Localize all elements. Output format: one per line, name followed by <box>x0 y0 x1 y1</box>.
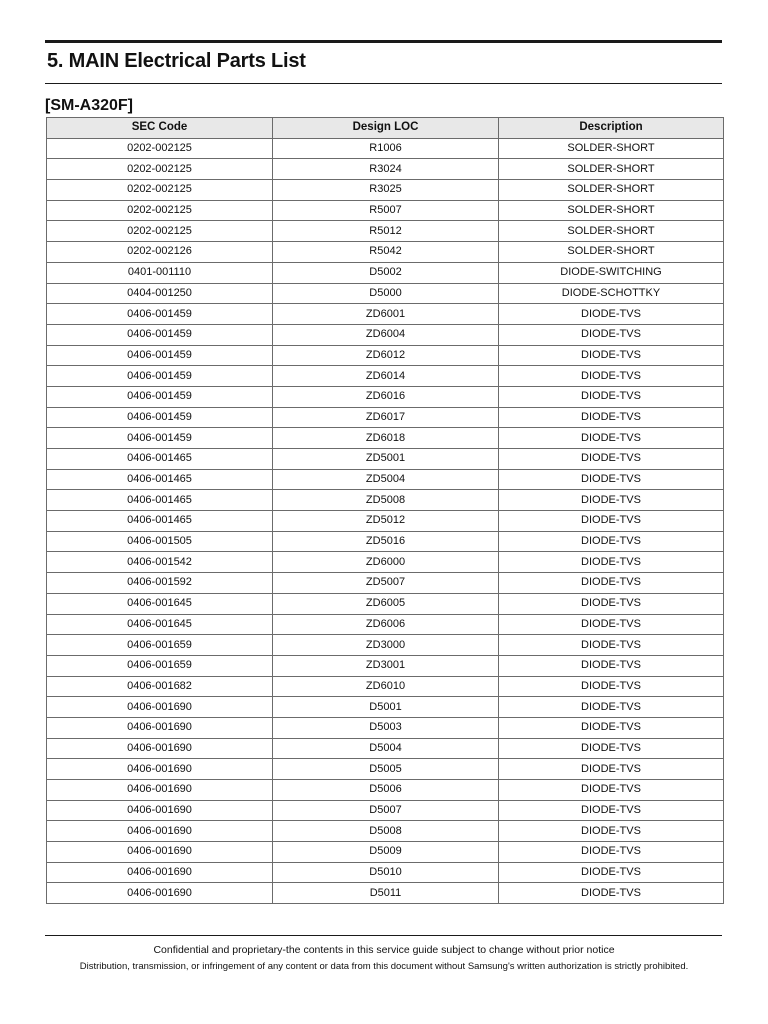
table-row <box>47 386 724 407</box>
table-row <box>47 697 724 718</box>
cell-description: DIODE-TVS <box>499 842 724 863</box>
cell-design-loc: D5011 <box>273 883 499 904</box>
cell-description: DIODE-SWITCHING <box>499 262 724 283</box>
table-row <box>47 366 724 387</box>
cell-description: DIODE-TVS <box>499 800 724 821</box>
table-row <box>47 262 724 283</box>
column-header-design-loc: Design LOC <box>273 118 499 139</box>
cell-design-loc: D5000 <box>273 283 499 304</box>
cell-sec-code: 0406-001682 <box>47 676 273 697</box>
cell-description: DIODE-TVS <box>499 883 724 904</box>
top-rule <box>45 40 722 43</box>
cell-description: DIODE-TVS <box>499 676 724 697</box>
cell-sec-code: 0406-001690 <box>47 738 273 759</box>
table-row <box>47 469 724 490</box>
table-row <box>47 511 724 532</box>
cell-design-loc: D5008 <box>273 821 499 842</box>
cell-description: DIODE-TVS <box>499 345 724 366</box>
cell-sec-code: 0202-002126 <box>47 242 273 263</box>
cell-description: DIODE-TVS <box>499 655 724 676</box>
cell-design-loc: ZD6000 <box>273 552 499 573</box>
cell-description: DIODE-TVS <box>499 635 724 656</box>
cell-sec-code: 0406-001459 <box>47 407 273 428</box>
cell-description: DIODE-TVS <box>499 862 724 883</box>
table-row <box>47 655 724 676</box>
cell-description: DIODE-TVS <box>499 386 724 407</box>
cell-description: DIODE-TVS <box>499 738 724 759</box>
cell-design-loc: ZD5007 <box>273 573 499 594</box>
cell-sec-code: 0406-001690 <box>47 800 273 821</box>
table-row <box>47 428 724 449</box>
cell-design-loc: ZD6012 <box>273 345 499 366</box>
cell-description: SOLDER-SHORT <box>499 221 724 242</box>
cell-sec-code: 0406-001690 <box>47 780 273 801</box>
cell-sec-code: 0406-001459 <box>47 324 273 345</box>
cell-design-loc: ZD3001 <box>273 655 499 676</box>
cell-design-loc: ZD6018 <box>273 428 499 449</box>
cell-sec-code: 0406-001690 <box>47 842 273 863</box>
cell-description: DIODE-TVS <box>499 428 724 449</box>
cell-description: SOLDER-SHORT <box>499 200 724 221</box>
table-row <box>47 304 724 325</box>
cell-description: DIODE-TVS <box>499 490 724 511</box>
cell-design-loc: ZD5008 <box>273 490 499 511</box>
cell-description: DIODE-TVS <box>499 469 724 490</box>
footer-confidential-notice: Confidential and proprietary-the contents in this service guide subject to change without prior notice <box>153 944 615 956</box>
cell-sec-code: 0406-001459 <box>47 386 273 407</box>
cell-sec-code: 0406-001505 <box>47 531 273 552</box>
cell-sec-code: 0202-002125 <box>47 138 273 159</box>
table-row <box>47 324 724 345</box>
cell-sec-code: 0406-001465 <box>47 469 273 490</box>
cell-description: DIODE-TVS <box>499 511 724 532</box>
cell-design-loc: D5009 <box>273 842 499 863</box>
table-row <box>47 635 724 656</box>
cell-sec-code: 0406-001592 <box>47 573 273 594</box>
page-title: 5. MAIN Electrical Parts List <box>47 50 306 72</box>
table-row <box>47 573 724 594</box>
cell-design-loc: ZD6017 <box>273 407 499 428</box>
table-row <box>47 138 724 159</box>
cell-sec-code: 0202-002125 <box>47 221 273 242</box>
cell-sec-code: 0406-001645 <box>47 614 273 635</box>
cell-description: DIODE-TVS <box>499 366 724 387</box>
cell-description: DIODE-TVS <box>499 573 724 594</box>
table-row <box>47 593 724 614</box>
cell-design-loc: R1006 <box>273 138 499 159</box>
table-row <box>47 180 724 201</box>
cell-design-loc: ZD6010 <box>273 676 499 697</box>
title-rule <box>45 83 722 84</box>
cell-sec-code: 0406-001659 <box>47 655 273 676</box>
cell-description: DIODE-TVS <box>499 407 724 428</box>
cell-sec-code: 0404-001250 <box>47 283 273 304</box>
table-row <box>47 676 724 697</box>
cell-design-loc: D5006 <box>273 780 499 801</box>
cell-sec-code: 0406-001542 <box>47 552 273 573</box>
cell-design-loc: R5007 <box>273 200 499 221</box>
cell-sec-code: 0406-001465 <box>47 490 273 511</box>
table-row <box>47 283 724 304</box>
cell-description: SOLDER-SHORT <box>499 138 724 159</box>
cell-sec-code: 0406-001645 <box>47 593 273 614</box>
cell-description: DIODE-SCHOTTKY <box>499 283 724 304</box>
cell-design-loc: R3025 <box>273 180 499 201</box>
cell-sec-code: 0406-001465 <box>47 511 273 532</box>
cell-description: SOLDER-SHORT <box>499 159 724 180</box>
cell-design-loc: ZD6016 <box>273 386 499 407</box>
cell-design-loc: ZD6001 <box>273 304 499 325</box>
cell-description: DIODE-TVS <box>499 614 724 635</box>
cell-sec-code: 0406-001459 <box>47 428 273 449</box>
cell-sec-code: 0406-001659 <box>47 635 273 656</box>
table-row <box>47 862 724 883</box>
cell-design-loc: D5004 <box>273 738 499 759</box>
cell-sec-code: 0202-002125 <box>47 159 273 180</box>
table-row <box>47 883 724 904</box>
table-row <box>47 738 724 759</box>
cell-sec-code: 0406-001690 <box>47 883 273 904</box>
table-row <box>47 759 724 780</box>
cell-description: DIODE-TVS <box>499 697 724 718</box>
cell-design-loc: ZD3000 <box>273 635 499 656</box>
cell-design-loc: ZD6004 <box>273 324 499 345</box>
cell-sec-code: 0406-001459 <box>47 345 273 366</box>
table-row <box>47 531 724 552</box>
footer-distribution-notice: Distribution, transmission, or infringement of any content or data from this document without Samsung's written authorization is strictly prohibited. <box>79 961 689 972</box>
table-row <box>47 780 724 801</box>
cell-sec-code: 0202-002125 <box>47 200 273 221</box>
cell-sec-code: 0406-001690 <box>47 717 273 738</box>
column-header-sec-code: SEC Code <box>47 118 273 139</box>
table-body <box>47 138 724 903</box>
cell-description: DIODE-TVS <box>499 449 724 470</box>
cell-design-loc: D5010 <box>273 862 499 883</box>
cell-design-loc: ZD5001 <box>273 449 499 470</box>
table-row <box>47 490 724 511</box>
cell-description: DIODE-TVS <box>499 531 724 552</box>
parts-table <box>46 117 724 904</box>
cell-design-loc: D5003 <box>273 717 499 738</box>
cell-sec-code: 0401-001110 <box>47 262 273 283</box>
cell-sec-code: 0406-001459 <box>47 304 273 325</box>
table-row <box>47 614 724 635</box>
cell-design-loc: D5002 <box>273 262 499 283</box>
column-header-description: Description <box>499 118 724 139</box>
cell-design-loc: ZD6006 <box>273 614 499 635</box>
cell-design-loc: R5042 <box>273 242 499 263</box>
cell-design-loc: D5007 <box>273 800 499 821</box>
cell-design-loc: ZD5004 <box>273 469 499 490</box>
footer-rule <box>45 935 722 936</box>
cell-description: DIODE-TVS <box>499 593 724 614</box>
table-row <box>47 345 724 366</box>
cell-sec-code: 0406-001690 <box>47 821 273 842</box>
table-row <box>47 221 724 242</box>
cell-description: DIODE-TVS <box>499 821 724 842</box>
table-header-row <box>47 118 724 139</box>
table-row <box>47 200 724 221</box>
cell-design-loc: D5005 <box>273 759 499 780</box>
table-row <box>47 407 724 428</box>
cell-design-loc: ZD5012 <box>273 511 499 532</box>
table-row <box>47 800 724 821</box>
cell-design-loc: ZD5016 <box>273 531 499 552</box>
cell-design-loc: ZD6014 <box>273 366 499 387</box>
cell-design-loc: R3024 <box>273 159 499 180</box>
cell-description: DIODE-TVS <box>499 717 724 738</box>
table-row <box>47 242 724 263</box>
table-row <box>47 159 724 180</box>
table-row <box>47 842 724 863</box>
cell-sec-code: 0406-001690 <box>47 862 273 883</box>
cell-sec-code: 0406-001465 <box>47 449 273 470</box>
cell-description: DIODE-TVS <box>499 552 724 573</box>
cell-design-loc: R5012 <box>273 221 499 242</box>
cell-description: DIODE-TVS <box>499 304 724 325</box>
cell-description: DIODE-TVS <box>499 324 724 345</box>
table-row <box>47 717 724 738</box>
table-row <box>47 552 724 573</box>
cell-description: SOLDER-SHORT <box>499 180 724 201</box>
cell-sec-code: 0406-001690 <box>47 697 273 718</box>
cell-description: SOLDER-SHORT <box>499 242 724 263</box>
cell-design-loc: D5001 <box>273 697 499 718</box>
cell-sec-code: 0406-001459 <box>47 366 273 387</box>
cell-sec-code: 0202-002125 <box>47 180 273 201</box>
cell-sec-code: 0406-001690 <box>47 759 273 780</box>
table-row <box>47 449 724 470</box>
table-row <box>47 821 724 842</box>
cell-description: DIODE-TVS <box>499 780 724 801</box>
cell-design-loc: ZD6005 <box>273 593 499 614</box>
cell-description: DIODE-TVS <box>499 759 724 780</box>
model-label: [SM-A320F] <box>45 97 134 114</box>
